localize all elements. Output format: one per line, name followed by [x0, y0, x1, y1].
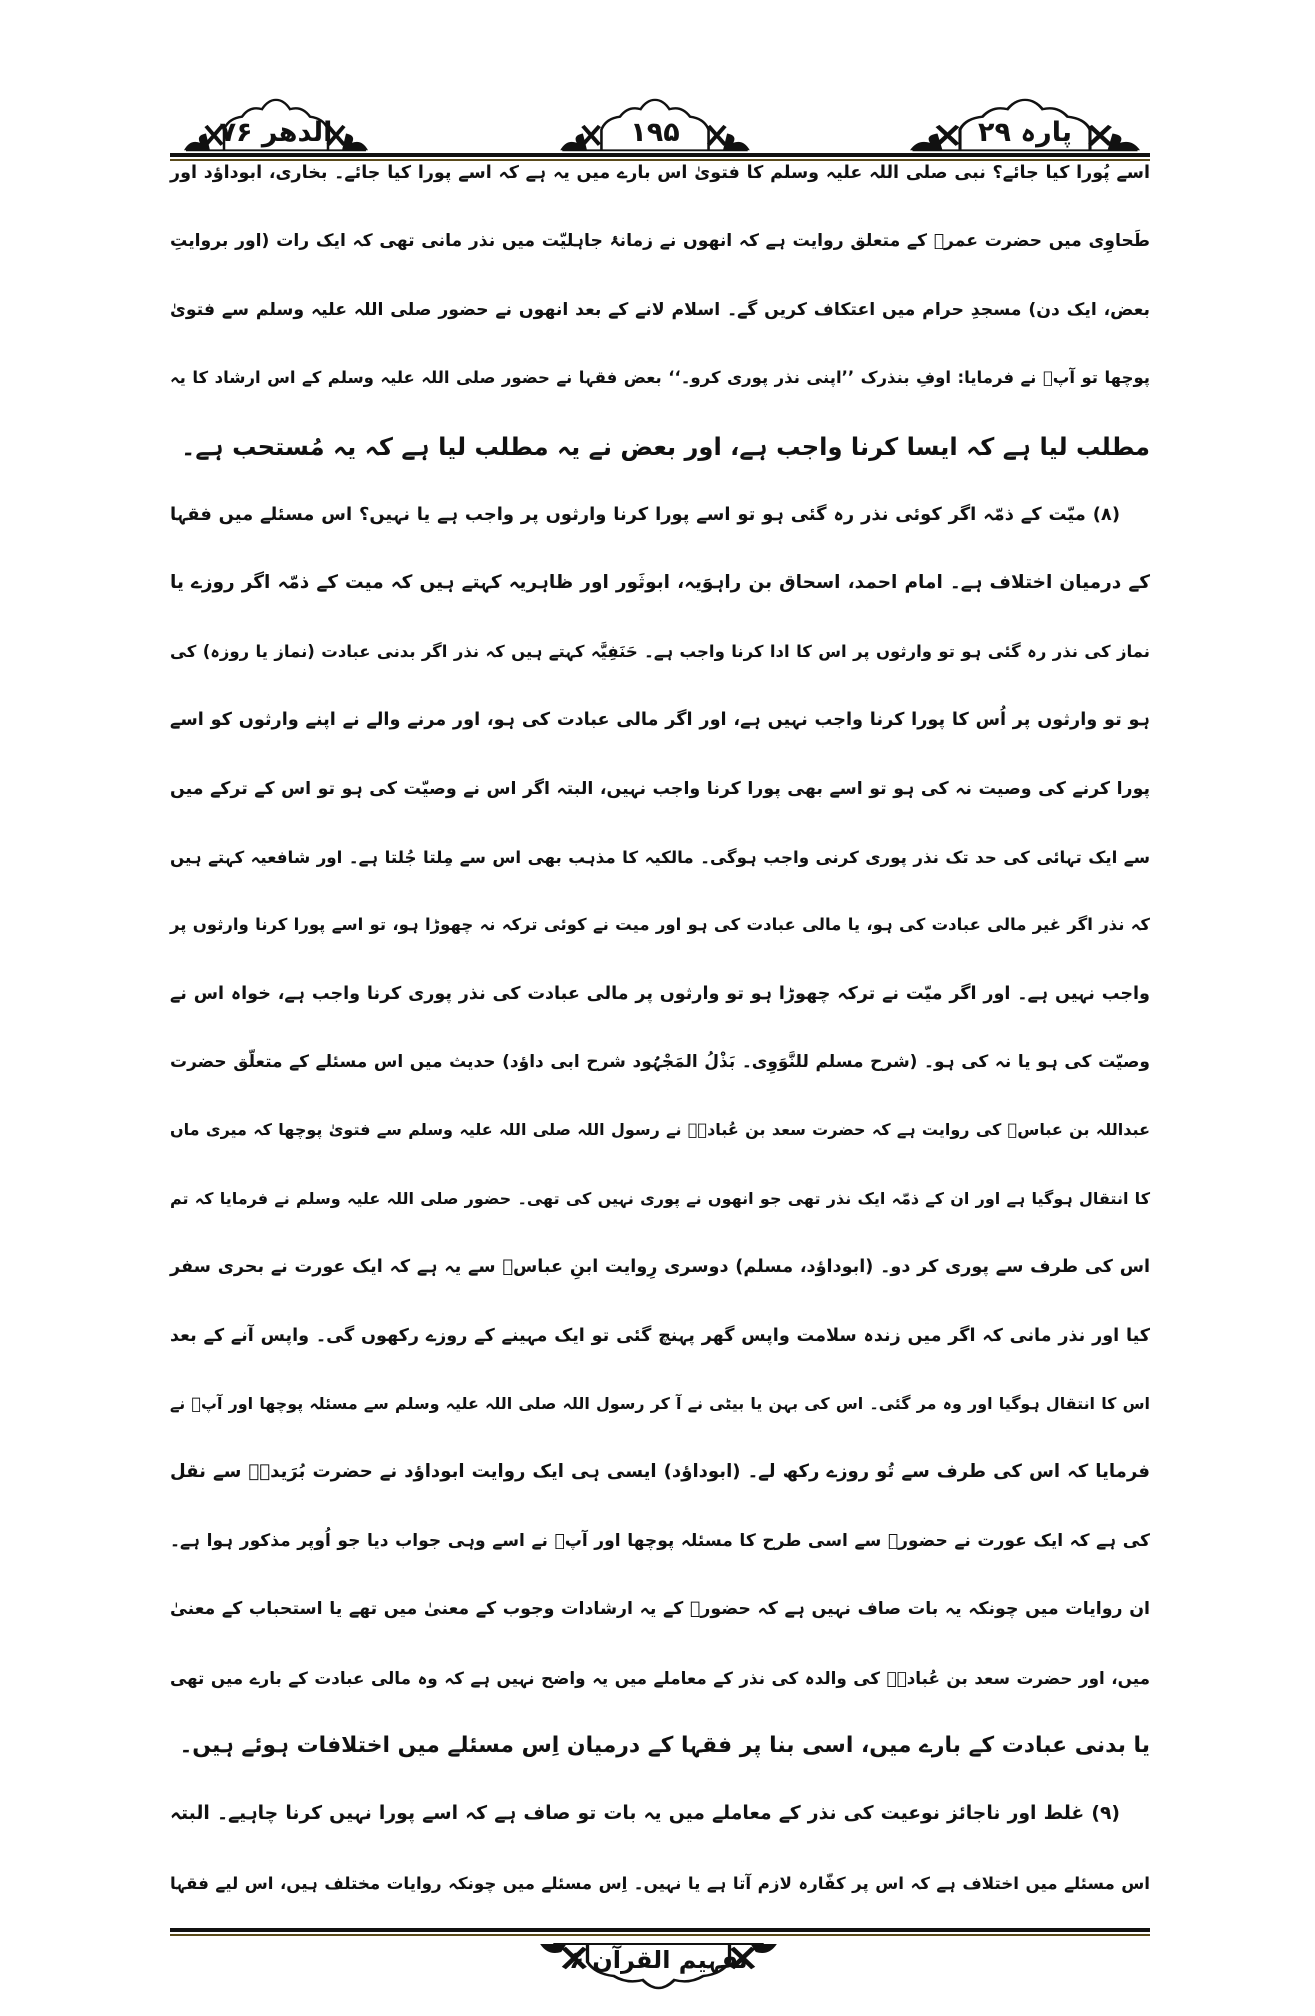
page-number: ۱۹۵ — [630, 117, 680, 148]
text-line — [170, 549, 1150, 617]
line-text: اس کی طرف سے پوری کر دو۔ (ابوداؤد، مسلم) دوسری رِوایت ابنِ عباسؓ سے یہ ہے کہ ایک عورت نے بحری سفر — [170, 1257, 1150, 1278]
line-text: سے ایک تہائی کی حد تک نذر پوری کرنی واجب ہوگی۔ مالکیہ کا مذہب بھی اس سے مِلتا جُلتا ہے۔ اور شافعیہ کہتے ہیں — [170, 846, 1150, 867]
paragraph-9-start — [170, 1780, 1150, 1848]
text-line — [170, 1507, 1150, 1575]
line-text: کیا اور نذر مانی کہ اگر میں زندہ سلامت واپس گھر پہنچ گئی تو ایک مہینے کے روزے رکھوں گی۔ واپس آنے کے بعد — [170, 1325, 1150, 1346]
line-text: نماز کی نذر رہ گئی ہو تو وارثوں پر اس کا ادا کرنا واجب ہے۔ حَنَفِیَّہ کہتے ہیں کہ نذر اگر بدنی عبادت (نماز یا روزہ) کی — [170, 641, 1150, 661]
text-line — [170, 1302, 1150, 1370]
line-text: ان روایات میں چونکہ یہ بات صاف نہیں ہے کہ حضورؐ کے یہ ارشادات وجوب کے معنیٰ میں تھے یا استحباب کے معنیٰ — [170, 1599, 1150, 1620]
text-line — [170, 618, 1150, 686]
page-body-text — [170, 139, 1150, 1917]
surah-label: الدھر ۷۶ — [219, 117, 333, 148]
text-line — [170, 755, 1150, 823]
paragraph-end-line — [170, 413, 1150, 481]
line-text: ہو تو وارثوں پر اُس کا پورا کرنا واجب نہیں ہے، اور اگر مالی عبادت کی ہو، اور مرنے والے نے اپنے وارثوں کو اسے — [170, 710, 1150, 731]
text-line — [170, 823, 1150, 891]
line-text: کے درمیان اختلاف ہے۔ امام احمد، اسحاق بن راہوَیہ، ابوثَور اور ظاہریہ کہتے ہیں کہ میت کے ذمّہ اگر روزے یا — [170, 572, 1150, 594]
text-line — [170, 139, 1150, 207]
text-line — [170, 1370, 1150, 1438]
line-text: بعض، ایک دن) مسجدِ حرام میں اعتکاف کریں گے۔ اسلام لانے کے بعد انھوں نے حضور صلی اللہ علیہ وسلم سے فتویٰ — [170, 299, 1150, 320]
text-line — [170, 1096, 1150, 1164]
text-line — [170, 1028, 1150, 1096]
line-text: یا بدنی عبادت کے بارے میں، اسی بنا پر فقہا کے درمیان اِس مسئلے میں اختلافات ہوئے ہیں۔ — [179, 1732, 1150, 1758]
footer-cartouche — [527, 1940, 790, 1990]
line-text: میں، اور حضرت سعد بن عُبادہؓ کی والدہ کی نذر کے معاملے میں یہ واضح نہیں ہے کہ وہ مالی عبادت کے بارے میں تھی — [170, 1667, 1150, 1688]
para-label: پارہ ۲۹ — [977, 117, 1072, 148]
line-text: (۹) غلط اور ناجائز نوعیت کی نذر کے معاملے میں یہ بات تو صاف ہے کہ اسے پورا نہیں کرنا چاہیے۔ البتہ — [170, 1803, 1120, 1825]
text-line — [170, 207, 1150, 275]
line-text: کی ہے کہ ایک عورت نے حضورؐ سے اسی طرح کا مسئلہ پوچھا اور آپؐ نے اسے وہی جواب دیا جو اُوپر مذکور ہوا ہے۔ — [170, 1530, 1150, 1551]
paragraph-end-line — [170, 1712, 1150, 1780]
line-text: مطلب لیا ہے کہ ایسا کرنا واجب ہے، اور بعض نے یہ مطلب لیا ہے کہ یہ مُستحب ہے۔ — [181, 432, 1150, 461]
text-line — [170, 276, 1150, 344]
text-line — [170, 1644, 1150, 1712]
text-line — [170, 1575, 1150, 1643]
text-line — [170, 1849, 1150, 1917]
footer-divider — [170, 1928, 1150, 1936]
line-text: پوچھا تو آپؐ نے فرمایا: اوفِ بنذرک ’’اپنی نذر پوری کرو۔‘‘ بعض فقہا نے حضور صلی اللہ علیہ وسلم کے اس ارشاد کا یہ — [170, 368, 1150, 388]
paragraph-8-start — [170, 481, 1150, 549]
line-text: اسے پُورا کیا جائے؟ نبی صلی اللہ علیہ وسلم کا فتویٰ اس بارے میں یہ ہے کہ اسے پورا کیا جائے۔ بخاری، ابوداؤد اور — [170, 163, 1150, 183]
text-line — [170, 1438, 1150, 1506]
line-text: اس کا انتقال ہوگیا اور وہ مر گئی۔ اس کی بہن یا بیٹی نے آ کر رسول اللہ صلی اللہ علیہ وسلم سے مسئلہ پوچھا اور آپؐ نے — [170, 1394, 1150, 1414]
line-text: (۸) میّت کے ذمّہ اگر کوئی نذر رہ گئی ہو تو اسے پورا کرنا وارثوں پر واجب ہے یا نہیں؟ اس مسئلے میں فقہا — [170, 503, 1120, 525]
line-text: کا انتقال ہوگیا ہے اور ان کے ذمّہ ایک نذر تھی جو انھوں نے پوری نہیں کی تھی۔ حضور صلی اللہ علیہ وسلم نے فرمایا کہ تم — [170, 1188, 1150, 1208]
line-text: فرمایا کہ اس کی طرف سے تُو روزے رکھ لے۔ (ابوداؤد) ایسی ہی ایک روایت ابوداؤد نے حضرت بُرَیدہؓ سے نقل — [170, 1461, 1150, 1483]
line-text: واجب نہیں ہے۔ اور اگر میّت نے ترکہ چھوڑا ہو تو وارثوں پر مالی عبادت کی نذر پوری کرنا واجب ہے، خواہ اس نے — [170, 983, 1150, 1004]
text-line — [170, 686, 1150, 754]
line-text: پورا کرنے کی وصیت نہ کی ہو تو اسے بھی پورا کرنا واجب نہیں، البتہ اگر اس نے وصیّت کی ہو تو اس کے ترکے میں — [170, 778, 1150, 799]
text-line — [170, 1165, 1150, 1233]
line-text: کہ نذر اگر غیر مالی عبادت کی ہو، یا مالی عبادت کی ہو اور میت نے کوئی ترکہ نہ چھوڑا ہو، تو اسے پورا کرنا وارثوں پر — [170, 915, 1150, 935]
text-line — [170, 891, 1150, 959]
text-line — [170, 960, 1150, 1028]
text-line — [170, 1233, 1150, 1301]
line-text: اس مسئلے میں اختلاف ہے کہ اس پر کفّارہ لازم آتا ہے یا نہیں۔ اِس مسئلے میں چونکہ روایات مختلف ہیں، اس لیے فقہا — [170, 1872, 1150, 1893]
text-line — [170, 344, 1150, 412]
line-text: طَحاوِی میں حضرت عمرؓ کے متعلق روایت ہے کہ انھوں نے زمانۂ جاہلیّت میں نذر مانی تھی کہ ایک رات (اور بروایتِ — [170, 231, 1150, 252]
book-title: تفہیم القرآن ۶ — [569, 1946, 748, 1974]
line-text: عبداللہ بن عباسؓ کی روایت ہے کہ حضرت سعد بن عُبادہؓ نے رسول اللہ صلی اللہ علیہ وسلم سے فتویٰ پوچھا کہ میری ماں — [170, 1120, 1150, 1140]
line-text: وصیّت کی ہو یا نہ کی ہو۔ (شرح مسلم للنَّوَوِی۔ بَذْلُ المَجْہُود شرح ابی داؤد) حدیث میں اس مسئلے کے متعلّق حضرت — [170, 1052, 1150, 1073]
